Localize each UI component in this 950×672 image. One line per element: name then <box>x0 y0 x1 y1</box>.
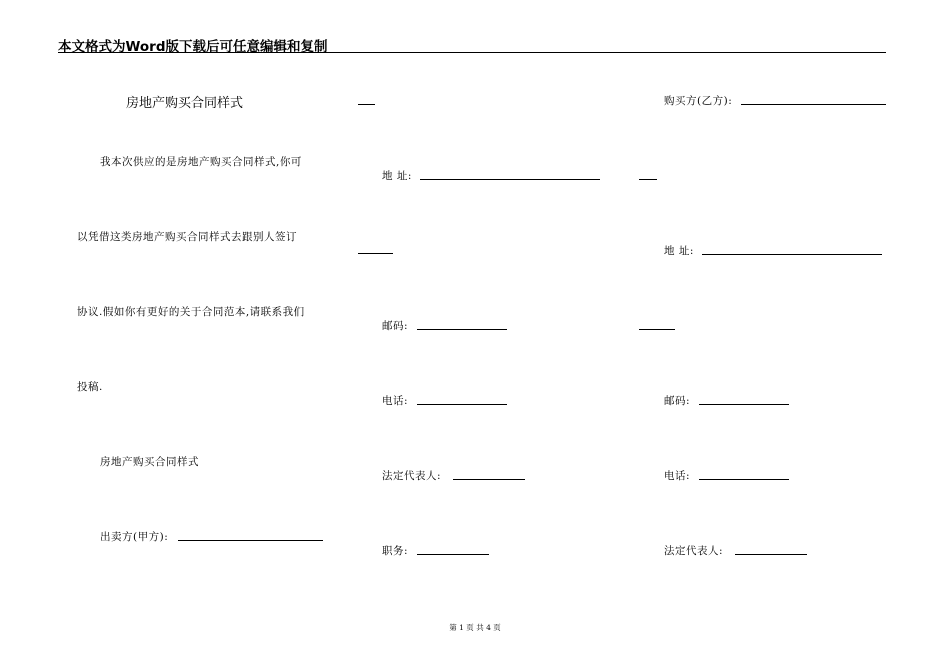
legal-rep2-label: 法定代表人: <box>664 545 724 557</box>
intro-line-4: 投稿. <box>77 381 103 393</box>
address2-label: 地 址: <box>664 245 694 257</box>
intro-line-3: 协议.假如你有更好的关于合同范本,请联系我们 <box>77 306 305 318</box>
phone2-label: 电话: <box>664 470 691 482</box>
position-label: 职务: <box>382 545 409 557</box>
subtitle: 房地产购买合同样式 <box>100 456 199 468</box>
intro-line-1: 我本次供应的是房地产购买合同样式,你可 <box>100 156 302 168</box>
postcode-blank <box>417 329 507 330</box>
blank-short <box>639 329 675 330</box>
buyer-label: 购买方(乙方): <box>664 95 733 107</box>
legal-rep-blank <box>453 479 525 480</box>
document-title: 房地产购买合同样式 <box>126 96 244 111</box>
blank-short <box>358 104 375 105</box>
buyer-blank <box>741 104 886 105</box>
legal-rep-label: 法定代表人: <box>382 470 442 482</box>
document-header-title: 本文格式为Word版下载后可任意编辑和复制 <box>58 39 328 55</box>
intro-line-2: 以凭借这类房地产购买合同样式去跟别人签订 <box>77 231 297 243</box>
blank-short <box>639 179 657 180</box>
address2-blank <box>702 254 882 255</box>
legal-rep2-blank <box>735 554 807 555</box>
postcode2-label: 邮码: <box>664 395 691 407</box>
phone-label: 电话: <box>382 395 409 407</box>
postcode2-blank <box>699 404 789 405</box>
phone-blank <box>417 404 507 405</box>
seller-label: 出卖方(甲方): <box>100 531 169 543</box>
header-divider <box>58 52 886 53</box>
position-blank <box>417 554 489 555</box>
seller-blank <box>178 540 323 541</box>
blank-short <box>358 253 393 254</box>
address-label: 地 址: <box>382 170 412 182</box>
postcode-label: 邮码: <box>382 320 409 332</box>
phone2-blank <box>699 479 789 480</box>
address-blank <box>420 179 600 180</box>
page-footer: 第 1 页 共 4 页 <box>449 623 501 632</box>
